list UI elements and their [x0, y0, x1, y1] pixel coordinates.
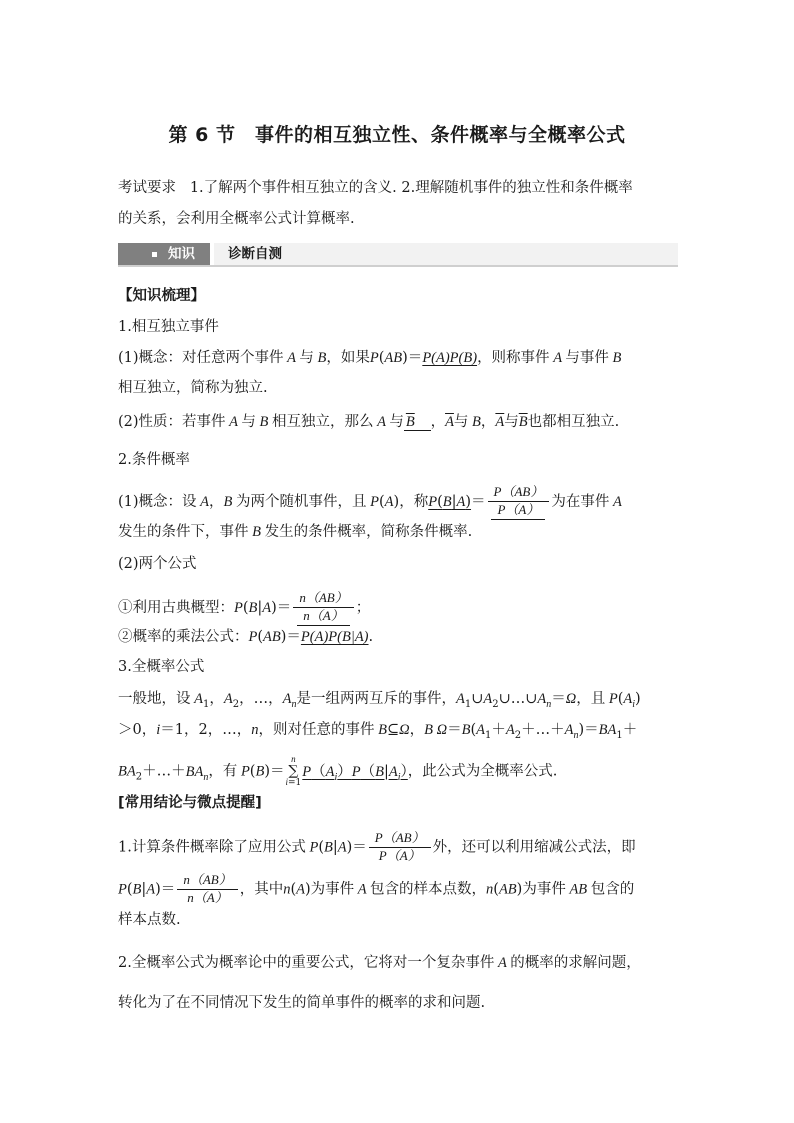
s3-heading: 3.全概率公式	[118, 659, 205, 675]
text: ，则对任意的事件	[258, 722, 375, 738]
reduction-fraction: $\frac{n(AB)}{n(A)}$	[177, 872, 237, 907]
exam-requirements-line2: 的关系，会利用全概率公式计算概率.	[118, 211, 355, 227]
text: 相互独立，那么	[272, 414, 374, 430]
exam-label: 考试要求	[118, 180, 176, 196]
text: ，其中	[239, 881, 284, 898]
s2-formula-2: ②概率的乘法公式：P(AB)＝P(A)P(B|A).	[118, 629, 374, 645]
page-title: 第 6 节 事件的相互独立性、条件概率与全概率公式	[168, 124, 626, 146]
text: (1)概念：设	[118, 494, 197, 510]
text: 与	[241, 414, 256, 430]
common-p3: 样本点数.	[118, 912, 181, 928]
s1-concept-cont: 相互独立，简称为独立.	[118, 380, 268, 396]
text: ，有	[208, 763, 238, 780]
s2-formula-1: ①利用古典概型：P(B|A)＝ $\frac{n(AB)}{n(A)}$ ；	[118, 590, 370, 626]
text: 与	[299, 350, 314, 366]
section-left-label: 知识	[168, 246, 195, 262]
text: 发生的条件概率，简称条件概率.	[264, 524, 473, 540]
text: (2)性质：若事件	[118, 414, 226, 430]
s2-heading: 2.条件概率	[118, 452, 190, 468]
text: 包含的	[590, 881, 635, 898]
text: ②概率的乘法公式：	[118, 629, 249, 645]
conditional-prob-fraction: $\frac{P(AB)}{P(A)}$	[488, 484, 550, 520]
exam-requirements-line1	[118, 178, 633, 198]
exam-text-1: 1.了解两个事件相互独立的含义. 2.理解随机事件的独立性和条件概率	[189, 180, 633, 196]
text: 的概率的求解问题，	[510, 955, 641, 971]
section-tab-knowledge	[118, 243, 210, 265]
section-tab-diagnosis	[214, 243, 678, 265]
text: ，如果	[326, 350, 370, 366]
text: 一般地，设	[118, 691, 191, 707]
text: 是一组两两互斥的事件，	[296, 691, 456, 707]
text: 为事件	[522, 881, 566, 898]
answer-blank: P(A)P(B)	[422, 350, 478, 366]
s3-line3: $BA_2+\dots+BA_n$，有 P(B)＝ n ∑ i=1 $P(A_i)P(B|A_i)$，此公式为全概率公式.	[118, 754, 558, 788]
text: ①利用古典概型：	[118, 600, 234, 616]
s1-heading: 1.相互独立事件	[118, 319, 219, 335]
formula-fraction: $\frac{P(AB)}{P(A)}$	[369, 830, 431, 865]
text: ，称	[399, 494, 429, 510]
text: 为事件	[310, 881, 355, 898]
text: 包含的样本点数，	[370, 881, 487, 898]
classical-prob-fraction: $\frac{n(AB)}{n(A)}$	[293, 590, 353, 626]
text: ＞0，	[118, 722, 157, 738]
section-bar	[118, 243, 678, 267]
text: ，且	[576, 691, 606, 707]
section-right-label: 诊断自测	[228, 246, 282, 262]
text: 发生的条件下，事件	[118, 524, 249, 540]
answer-blank: $\overline{B}$	[404, 414, 431, 431]
text: (1)概念：对任意两个事件	[118, 350, 284, 366]
common-q1: 2.全概率公式为概率论中的重要公式，它将对一个复杂事件 A 的概率的求解问题，	[118, 955, 641, 971]
text: ＝1，2，…，	[160, 722, 252, 738]
s1-property: (2)性质：若事件 A 与 B 相互独立，那么 A 与 $\overline{B}$ ，$\overline{A}$与 B，$\overline{A}$与$\overline{B}$也都相互独立.	[118, 414, 620, 430]
common-q2: 转化为了在不同情况下发生的简单事件的概率的求和问题.	[118, 995, 486, 1011]
s2-concept: (1)概念：设 A，B 为两个随机事件，且 P(A)，称P(B|A)＝ $\frac{P(AB)}{P(A)}$ 为在事件 A	[118, 484, 622, 520]
summation-icon: n ∑ i=1	[285, 754, 302, 788]
text: ，则称事件	[477, 350, 550, 366]
knowledge-heading: 【知识梳理】	[118, 288, 205, 304]
text: 为在事件	[551, 494, 610, 510]
common-heading: [常用结论与微点提醒]	[118, 795, 262, 811]
common-p2: P(B|A)＝ $\frac{n(AB)}{n(A)}$ ，其中n(A)为事件 A 包含的样本点数，n(AB)为事件 AB 包含的	[118, 872, 635, 905]
text: 为两个随机事件，且	[236, 494, 367, 510]
text: ，此公式为全概率公式.	[407, 763, 558, 780]
s3-line1: 一般地，设 $A_1$，$A_2$，…，$A_n$是一组两两互斥的事件，$A_1\cup A_2\cup\dots\cup A_n=\Omega$，且 $P(A_i)$	[118, 691, 641, 710]
answer-blank: n ∑ i=1 $P(A_i)P(B|A_i)$	[285, 754, 408, 788]
common-p1: 1.计算条件概率除了应用公式 P(B|A)＝ $\frac{P(AB)}{P(A)}$ 外，还可以利用缩减公式法，即	[118, 830, 636, 863]
s2-two-formulas: (2)两个公式	[118, 556, 197, 572]
text: 也都相互独立.	[527, 414, 620, 430]
text: 2.全概率公式为概率论中的重要公式，它将对一个复杂事件	[118, 955, 495, 971]
s1-concept: (1)概念：对任意两个事件 A 与 B，如果P(AB)＝P(A)P(B)，则称事件 A 与事件 B	[118, 350, 622, 366]
text: 外，还可以利用缩减公式法，即	[432, 839, 636, 856]
s2-concept-cont: 发生的条件下，事件 B 发生的条件概率，简称条件概率.	[118, 524, 473, 540]
s3-line2: ＞0，i＝1，2，…，n，则对任意的事件 B⊆Ω，B $\Omega=B(A_1+A_2+\dots+A_n)=BA_1+$	[118, 722, 638, 741]
text: 与事件	[565, 350, 609, 366]
answer-blank: P(A)P(B|A)	[300, 629, 369, 645]
text: 与	[389, 414, 404, 430]
square-bullet-icon	[152, 252, 157, 257]
text: 1.计算条件概率除了应用公式	[118, 839, 306, 856]
